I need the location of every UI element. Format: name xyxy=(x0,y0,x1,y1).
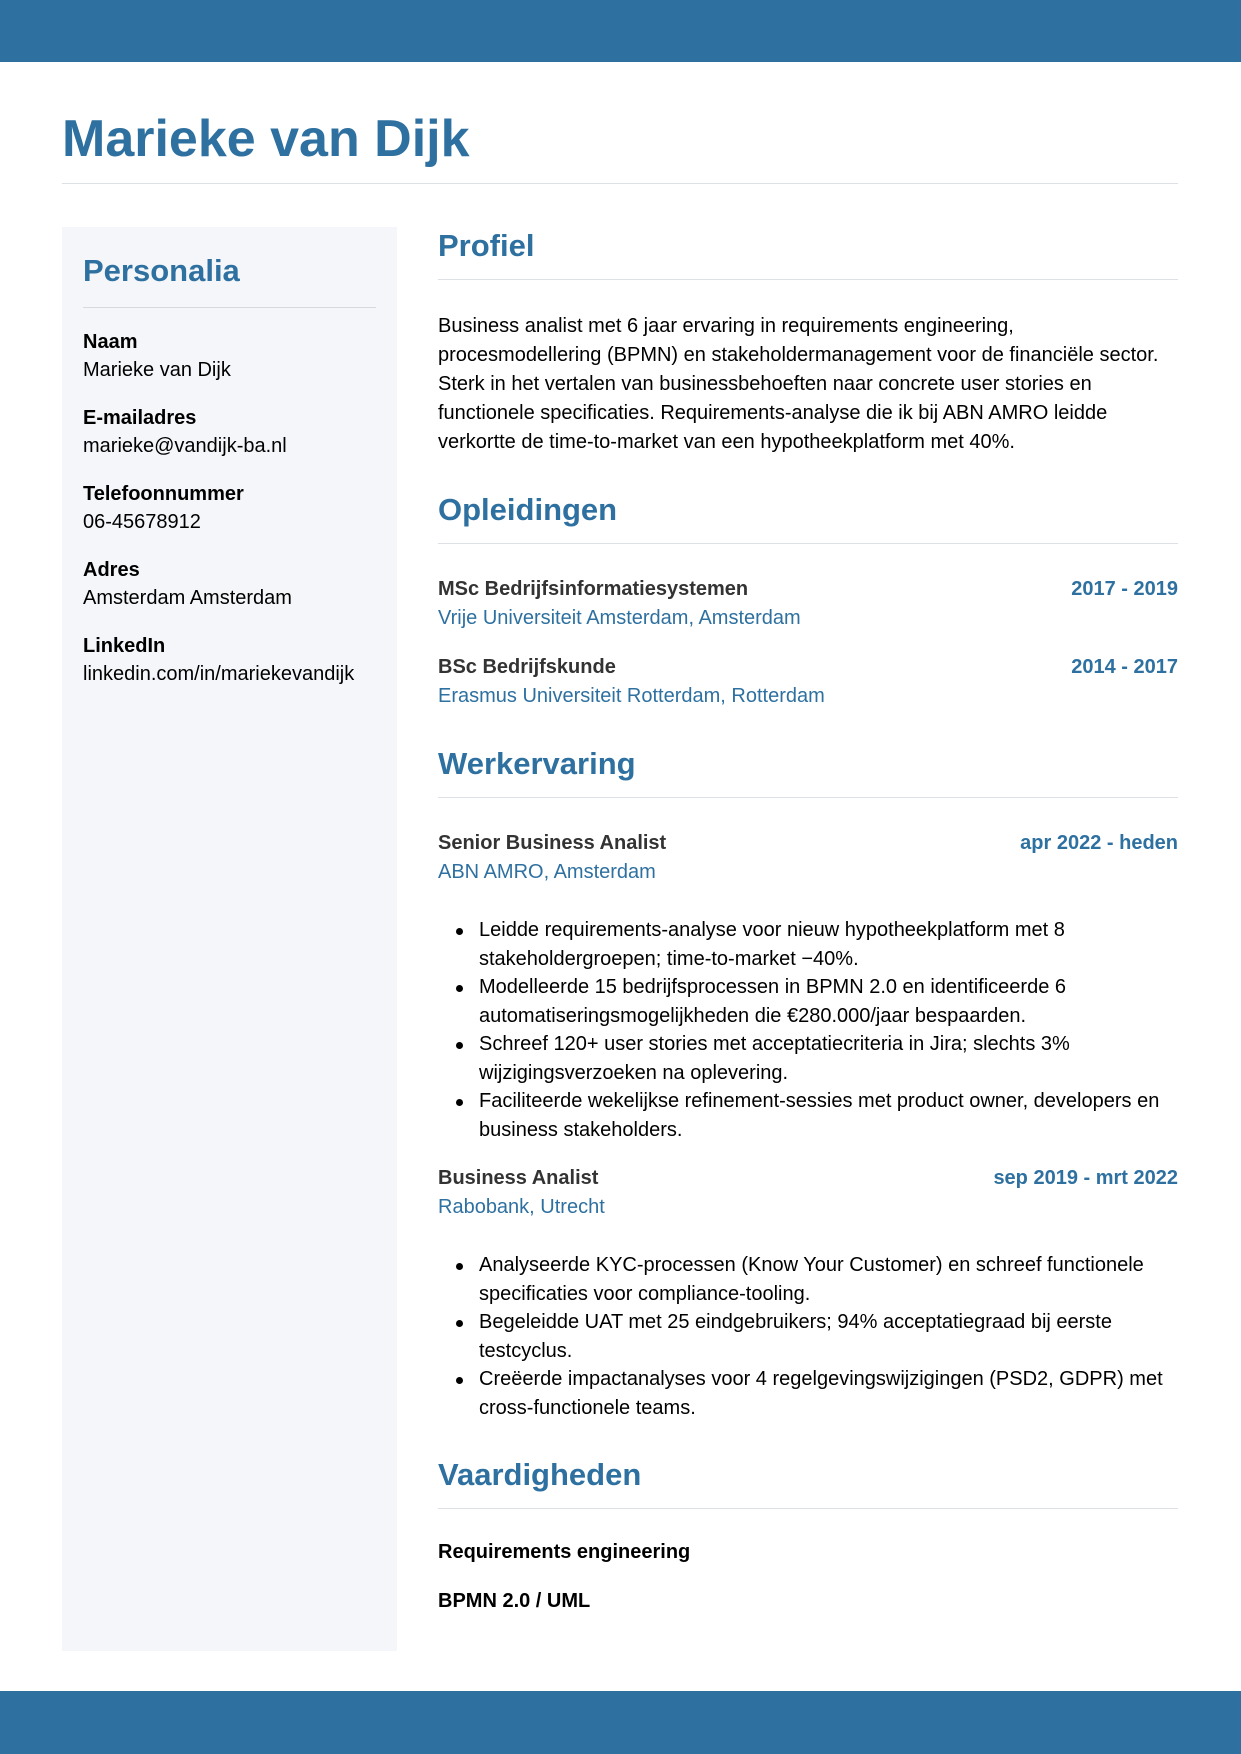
sidebar-divider xyxy=(83,307,376,308)
profile-heading: Profiel xyxy=(438,228,535,263)
education-entry xyxy=(438,575,1178,633)
profile-summary: Business analist met 6 jaar ervaring in requirements engineering, procesmodellering (BPMN) en stakeholdermanagement voor de financiële sector. Sterk in het vertalen van businessbehoeften naar concrete user stories en functionele specificaties. Requirements-analyse die ik bij ABN AMRO leidde verkortte de time-to-market van een hypotheekplatform met 40%. xyxy=(438,315,1159,453)
achievement-text: Begeleidde UAT met 25 eindgebruikers; 94% acceptatiegraad bij eerste testcyclus. xyxy=(479,1311,1112,1362)
education-entry xyxy=(438,653,1178,711)
achievement-item xyxy=(438,973,1178,1030)
achievement-text: Leidde requirements-analyse voor nieuw hypotheekplatform met 8 stakeholdergroepen; time-to-market −40%. xyxy=(479,919,1065,970)
skill-item: Requirements engineering xyxy=(438,1541,691,1563)
job-date: apr 2022 - heden xyxy=(1020,832,1178,854)
title-divider xyxy=(62,183,1178,184)
personal-value: Amsterdam Amsterdam xyxy=(83,587,292,609)
footer-band xyxy=(0,1691,1241,1754)
bullet-icon xyxy=(456,985,463,992)
section-divider xyxy=(438,1508,1178,1509)
bullet-icon xyxy=(456,1099,463,1106)
achievement-text: Faciliteerde wekelijkse refinement-sessies met product owner, developers en business stakeholders. xyxy=(479,1090,1160,1141)
degree-title: BSc Bedrijfskunde xyxy=(438,656,616,678)
personal-item-linkedin xyxy=(83,632,376,688)
institution: Erasmus Universiteit Rotterdam, Rotterdam xyxy=(438,685,825,707)
degree-title: MSc Bedrijfsinformatiesystemen xyxy=(438,578,749,600)
achievement-item xyxy=(438,1030,1178,1087)
achievement-item xyxy=(438,916,1178,973)
achievement-text: Modelleerde 15 bedrijfsprocessen in BPMN 2.0 en identificeerde 6 automatiseringsmogelijkheden die €280.000/jaar bespaarden. xyxy=(479,976,1067,1027)
bullet-icon xyxy=(456,928,463,935)
education-date: 2017 - 2019 xyxy=(1071,578,1178,600)
profile-section xyxy=(438,224,1178,457)
skills-section xyxy=(438,1453,1178,1616)
achievement-text: Schreef 120+ user stories met acceptatiecriteria in Jira; slechts 3% wijzigingsverzoeken na oplevering. xyxy=(479,1033,1070,1084)
personal-details-heading: Personalia xyxy=(83,253,240,288)
job-achievements xyxy=(438,916,1178,1144)
personal-label: Adres xyxy=(83,559,140,581)
job-entry xyxy=(438,829,1178,1144)
skill-item: BPMN 2.0 / UML xyxy=(438,1590,591,1612)
personal-label: LinkedIn xyxy=(83,635,166,657)
institution: Vrije Universiteit Amsterdam, Amsterdam xyxy=(438,607,801,629)
bullet-icon xyxy=(456,1320,463,1327)
employer: Rabobank, Utrecht xyxy=(438,1196,605,1218)
achievement-item xyxy=(438,1251,1178,1308)
section-divider xyxy=(438,279,1178,280)
experience-section xyxy=(438,742,1178,1422)
education-heading: Opleidingen xyxy=(438,492,618,527)
job-title: Business Analist xyxy=(438,1167,599,1189)
experience-heading: Werkervaring xyxy=(438,746,636,781)
personal-label: Naam xyxy=(83,331,138,353)
education-date: 2014 - 2017 xyxy=(1071,656,1178,678)
bullet-icon xyxy=(456,1042,463,1049)
achievement-text: Creëerde impactanalyses voor 4 regelgevingswijzigingen (PSD2, GDPR) met cross-functionele teams. xyxy=(479,1368,1163,1419)
personal-item-email xyxy=(83,404,376,460)
candidate-name: Marieke van Dijk xyxy=(62,110,470,168)
personal-value: Marieke van Dijk xyxy=(83,359,231,381)
personal-item-name xyxy=(83,328,376,384)
personal-item-phone xyxy=(83,480,376,536)
job-date: sep 2019 - mrt 2022 xyxy=(993,1167,1178,1189)
achievement-item xyxy=(438,1087,1178,1144)
skills-heading: Vaardigheden xyxy=(438,1457,642,1492)
education-section xyxy=(438,488,1178,711)
personal-value: linkedin.com/in/mariekevandijk xyxy=(83,663,355,685)
bullet-icon xyxy=(456,1263,463,1270)
personal-item-address xyxy=(83,556,376,612)
achievement-text: Analyseerde KYC-processen (Know Your Customer) en schreef functionele specificaties voor compliance-tooling. xyxy=(479,1254,1144,1305)
achievement-item xyxy=(438,1308,1178,1365)
personal-value: 06-45678912 xyxy=(83,511,201,533)
job-achievements xyxy=(438,1251,1178,1422)
section-divider xyxy=(438,543,1178,544)
personal-details-sidebar xyxy=(62,227,397,1651)
personal-label: E-mailadres xyxy=(83,407,197,429)
job-entry xyxy=(438,1164,1178,1422)
employer: ABN AMRO, Amsterdam xyxy=(438,861,656,883)
bullet-icon xyxy=(456,1377,463,1384)
header-band xyxy=(0,0,1241,62)
resume-main-column xyxy=(438,224,1178,1616)
personal-value: marieke@vandijk-ba.nl xyxy=(83,435,287,457)
section-divider xyxy=(438,797,1178,798)
achievement-item xyxy=(438,1365,1178,1422)
personal-label: Telefoonnummer xyxy=(83,483,244,505)
job-title: Senior Business Analist xyxy=(438,832,667,854)
